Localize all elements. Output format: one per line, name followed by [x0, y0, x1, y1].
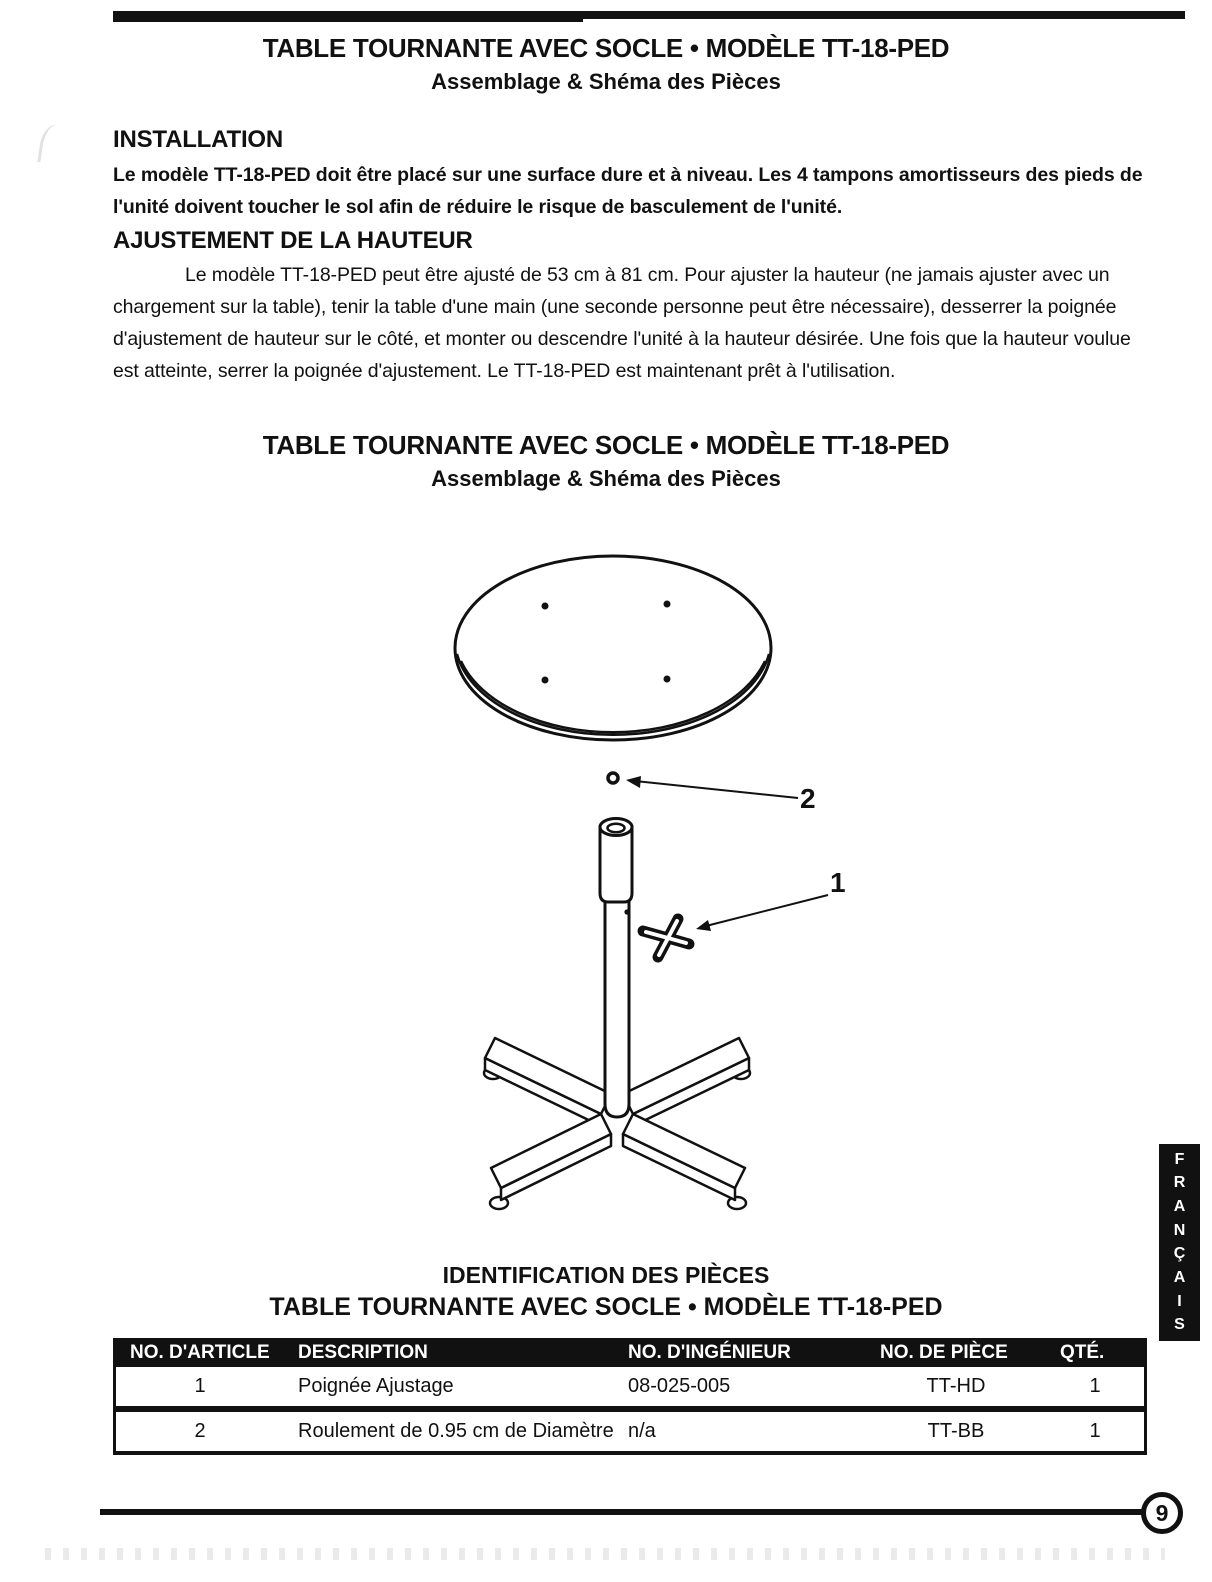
column-header: QTÉ. [1060, 1341, 1105, 1363]
tab-letter: A [1173, 1268, 1186, 1286]
cell-description: Roulement de 0.95 cm de Diamètre [298, 1420, 614, 1442]
upper-tube-drawing [600, 819, 632, 903]
callout-2-label: 2 [800, 783, 816, 814]
screw-hole-icon [664, 601, 671, 608]
parts-header [0, 1262, 1212, 1322]
arrow-icon [696, 920, 711, 931]
cell-qty: 1 [1089, 1375, 1101, 1397]
tab-letter: I [1177, 1292, 1182, 1310]
adjustment-handle-drawing [643, 919, 689, 957]
screw-hole-icon [542, 603, 549, 610]
parts-title-line1: IDENTIFICATION DES PIÈCES [442, 1262, 770, 1288]
table-bottom-border [116, 1451, 1144, 1455]
exploded-view-diagram [400, 540, 880, 1240]
arrow-icon [626, 776, 641, 788]
column-header: DESCRIPTION [298, 1341, 428, 1363]
diagram-header [0, 430, 1212, 492]
installation-heading: INSTALLATION [113, 126, 284, 153]
tab-letter: R [1173, 1174, 1186, 1192]
column-header: NO. DE PIÈCE [880, 1341, 1008, 1363]
tab-letter: F [1174, 1150, 1185, 1168]
diagram-title-line1: TABLE TOURNANTE AVEC SOCLE • MODÈLE TT-18-PED [262, 430, 950, 460]
column-header: NO. D'ARTICLE [130, 1341, 270, 1363]
cell-engineer-no: 08-025-005 [628, 1375, 731, 1397]
screw-hole-icon [542, 677, 549, 684]
pedestal-column-drawing [605, 898, 629, 1117]
page-title-line1: TABLE TOURNANTE AVEC SOCLE • MODÈLE TT-18-PED [262, 33, 950, 63]
callout-1 [696, 867, 846, 931]
cell-qty: 1 [1089, 1420, 1101, 1442]
top-rule-shadow [113, 19, 583, 22]
ball-bearing-drawing [608, 773, 618, 783]
ajustement-body: Le modèle TT-18-PED peut être ajusté de 53 cm à 81 cm. Pour ajuster la hauteur (ne jamais ajuster avec un chargement sur la table), tenir la table d'une main (une seconde personne peut être nécessaire), desserrer la poignée d'ajustement de hauteur sur le côté, et monter ou descendre l'unité à la hauteur désirée. Une fois que la hauteur voulue est atteinte, serrer la poignée d'ajustement. Le TT-18-PED est maintenant prêt à l'utilisation. [113, 264, 1131, 382]
tab-letter: N [1173, 1221, 1186, 1239]
tab-letter: Ç [1173, 1245, 1186, 1263]
adjustment-hole-icon [624, 909, 629, 914]
cell-engineer-no: n/a [628, 1420, 656, 1442]
bottom-rule [100, 1509, 1144, 1515]
tabletop-drawing [455, 556, 771, 740]
page-header [0, 33, 1212, 95]
page-number-badge [1141, 1492, 1183, 1534]
callout-1-label: 1 [830, 867, 846, 898]
table-row [116, 1412, 1144, 1451]
cell-article-no: 1 [194, 1375, 206, 1397]
ajustement-heading: AJUSTEMENT DE LA HAUTEUR [113, 227, 473, 254]
parts-table-header-row [116, 1338, 1144, 1367]
tab-letter: A [1173, 1198, 1186, 1216]
language-tab-francais [1159, 1144, 1200, 1341]
cell-part-no: TT-BB [927, 1420, 985, 1442]
cell-part-no: TT-HD [926, 1375, 986, 1397]
parts-table [113, 1338, 1147, 1455]
top-rule [113, 11, 1185, 19]
screw-hole-icon [664, 676, 671, 683]
column-header: NO. D'INGÉNIEUR [628, 1341, 791, 1363]
cell-article-no: 2 [194, 1420, 206, 1442]
installation-body: Le modèle TT-18-PED doit être placé sur une surface dure et à niveau. Les 4 tampons amortisseurs des pieds de l'unité doivent toucher le sol afin de réduire le risque de basculement de l'unité. [113, 164, 1143, 218]
tab-letter: S [1174, 1316, 1185, 1334]
parts-title-line2: TABLE TOURNANTE AVEC SOCLE • MODÈLE TT-18-PED [269, 1293, 943, 1321]
scan-artifact [37, 122, 68, 165]
scan-noise [45, 1548, 1165, 1560]
cell-description: Poignée Ajustage [298, 1375, 454, 1397]
table-row [116, 1367, 1144, 1406]
diagram-title-line2: Assemblage & Shéma des Pièces [431, 466, 781, 491]
callout-2 [626, 776, 816, 814]
page-title-line2: Assemblage & Shéma des Pièces [431, 69, 781, 94]
page-number: 9 [1155, 1499, 1169, 1526]
